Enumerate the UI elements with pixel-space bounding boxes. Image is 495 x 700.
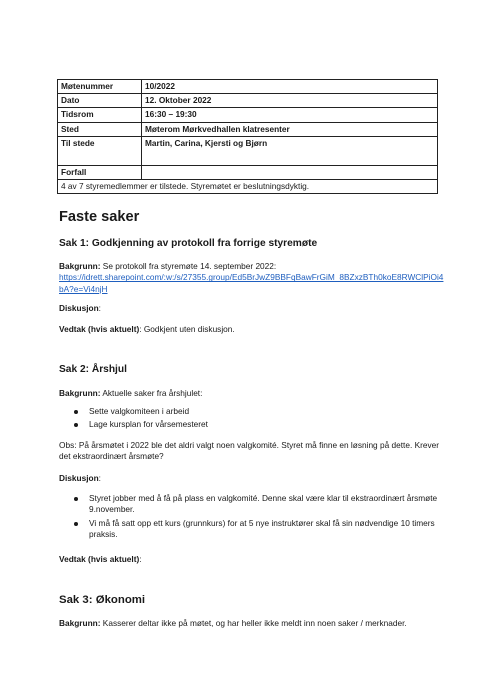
list-item — [59, 493, 439, 516]
label-sted: Sted — [58, 122, 142, 136]
sak2-title: Sak 2: Årshjul — [59, 364, 127, 375]
sak2-bullet-list — [59, 406, 439, 433]
bullet-icon — [74, 497, 78, 501]
attendance-summary: 4 av 7 styremedlemmer er tilstede. Styremøtet er beslutningsdyktig. — [58, 180, 438, 194]
label-dato: Dato — [58, 94, 142, 108]
table-row — [58, 122, 438, 136]
sak1-diskusjon — [59, 303, 444, 314]
section-heading-faste-saker: Faste saker — [59, 209, 140, 225]
sak2-diskusjon-colon: : — [98, 473, 101, 483]
table-row — [58, 136, 438, 165]
value-dato: 12. Oktober 2022 — [142, 94, 438, 108]
sak2-bakgrunn-label: Bakgrunn: — [59, 388, 101, 398]
list-item — [59, 406, 439, 417]
table-row — [58, 165, 438, 179]
sak2-bakgrunn-text: Aktuelle saker fra årshjulet: — [100, 388, 203, 398]
value-tidsrom: 16:30 – 19:30 — [142, 108, 438, 122]
meeting-info-table — [57, 79, 438, 194]
sak2-vedtak-text: : — [139, 554, 142, 564]
bullet-icon — [74, 522, 78, 526]
label-tidsrom: Tidsrom — [58, 108, 142, 122]
table-row — [58, 80, 438, 94]
table-row — [58, 180, 438, 194]
list-item-text: Sette valgkomiteen i arbeid — [89, 406, 190, 416]
sak3-bakgrunn-label: Bakgrunn: — [59, 618, 101, 628]
sak2-vedtak-label: Vedtak (hvis aktuelt) — [59, 554, 140, 564]
value-forfall — [142, 165, 438, 179]
sak3-bakgrunn-text: Kasserer deltar ikke på møtet, og har heller ikke meldt inn noen saker / merknader. — [100, 618, 407, 628]
bullet-icon — [74, 423, 78, 427]
sak1-bakgrunn-text: Se protokoll fra styremøte 14. september 2022: — [100, 261, 277, 271]
list-item — [59, 419, 439, 430]
value-motenummer: 10/2022 — [142, 80, 438, 94]
value-sted: Møterom Mørkvedhallen klatresenter — [142, 122, 438, 136]
label-til-stede: Til stede — [58, 136, 142, 165]
sak3-title: Sak 3: Økonomi — [59, 594, 146, 606]
sak2-diskusjon-label: Diskusjon — [59, 473, 99, 483]
table-row — [58, 94, 438, 108]
protocol-link[interactable]: https://idrett.sharepoint.com/:w:/s/27355.group/Ed5BrJwZ9BBFqBawFrGiM_8BZxzBTh0koE8RWClPiOi4bA?e=Vi4njH — [59, 272, 444, 294]
label-motenummer: Møtenummer — [58, 80, 142, 94]
list-item-text: Styret jobber med å få på plass en valgkomité. Denne skal være klar til ekstraordinært årsmøte 9.november. — [89, 493, 438, 515]
sak1-bakgrunn-label: Bakgrunn: — [59, 261, 101, 271]
sak1-vedtak-label: Vedtak (hvis aktuelt) — [59, 324, 140, 334]
sak1-diskusjon-colon: : — [98, 303, 101, 313]
sak3-bakgrunn — [59, 618, 444, 629]
sak1-vedtak — [59, 324, 444, 335]
sak1-title: Sak 1: Godkjenning av protokoll fra forrige styremøte — [59, 238, 318, 249]
list-item — [59, 518, 439, 541]
label-forfall: Forfall — [58, 165, 142, 179]
sak1-vedtak-text: : Godkjent uten diskusjon. — [139, 324, 235, 334]
list-item-text: Vi må få satt opp ett kurs (grunnkurs) for at 5 nye instruktører skal få sin nødvendige 10 timers praksis. — [89, 517, 435, 539]
value-til-stede: Martin, Carina, Kjersti og Bjørn — [142, 136, 438, 165]
bullet-icon — [74, 410, 78, 414]
list-item-text: Lage kursplan for vårsemesteret — [89, 419, 208, 430]
sak2-diskusjon-list — [59, 493, 439, 542]
sak2-obs: Obs: På årsmøtet i 2022 ble det aldri valgt noen valgkomité. Styret må finne en løsning på dette. Krever det ekstraordinært årsmøte? — [59, 440, 440, 462]
sak1-bakgrunn — [59, 261, 444, 295]
sak2-diskusjon — [59, 473, 444, 484]
sak2-bakgrunn — [59, 388, 444, 399]
sak2-vedtak — [59, 554, 444, 565]
sak1-diskusjon-label: Diskusjon — [59, 303, 99, 313]
table-row — [58, 108, 438, 122]
